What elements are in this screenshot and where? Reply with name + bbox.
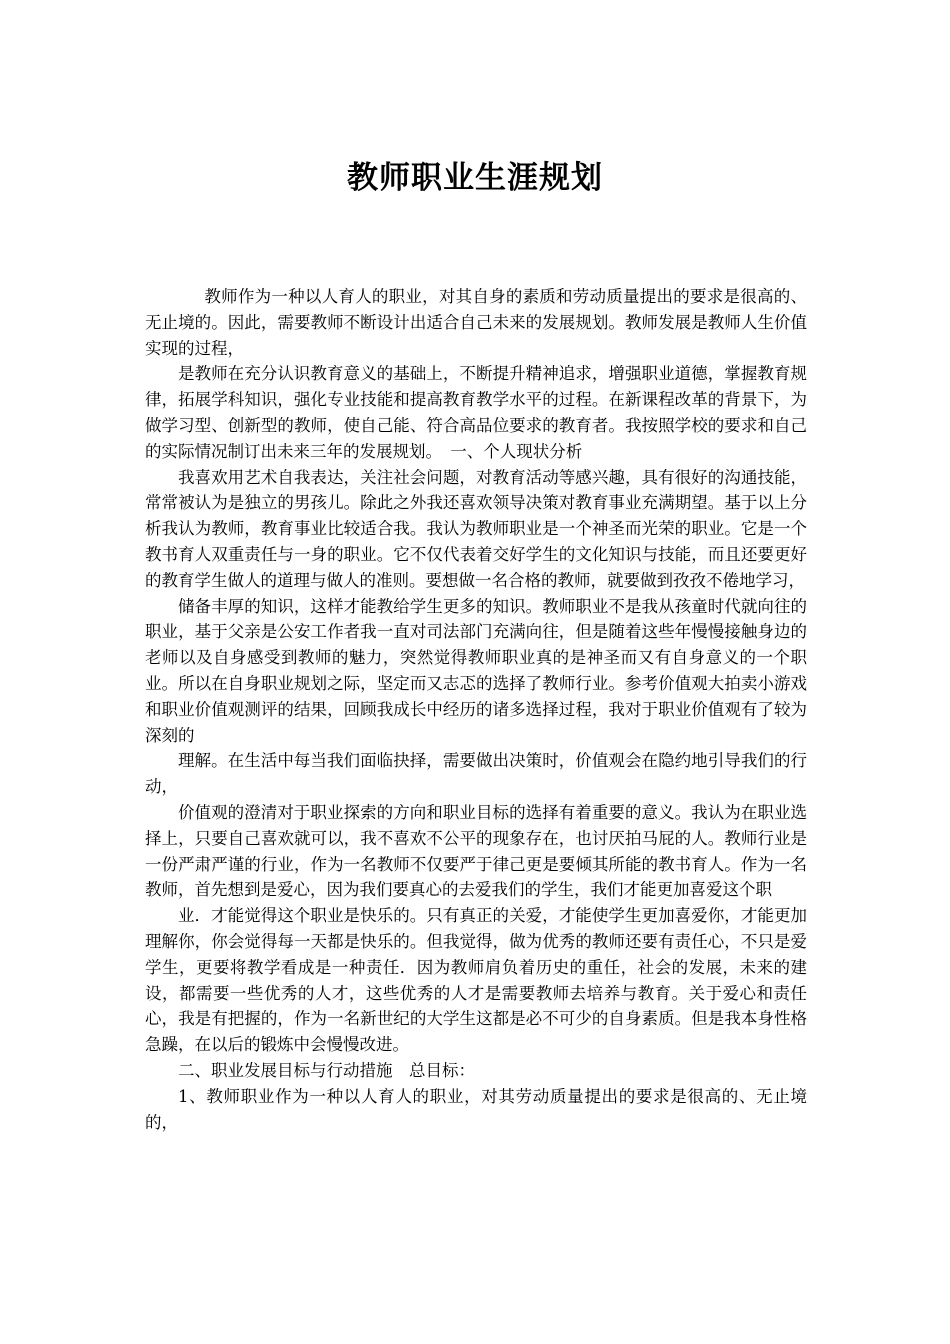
paragraph-intro: 教师作为一种以人育人的职业，对其自身的素质和劳动质量提出的要求是很高的、无止境的。因此，需要教师不断设计出适合自己未来的发展规划。教师发展是教师人生价值实现的过程，: [145, 287, 807, 358]
paragraph-development: 是教师在充分认识教育意义的基础上，不断提升精神追求，增强职业道德，掌握教育规律，拓展学科知识，强化专业技能和提高教育教学水平的过程。在新课程改革的背景下，为做学习型、创新型的教师，使自己能、符合高品位要求的教育者。我按照学校的要求和自己的实际情况制订出未来三年的发展规划。 一、个人现状分析: [145, 364, 807, 461]
paragraph-responsibility: 业．才能觉得这个职业是快乐的。只有真正的关爱，才能使学生更加喜爱你，才能更加理解你，你会觉得每一天都是快乐的。但我觉得，做为优秀的教师还要有责任心，不只是爱学生，更要将教学看成是一种责任．因为教师肩负着历史的重任，社会的发展，未来的建设，都需要一些优秀的人才，这些优秀的人才是需要教师去培养与教育。关于爱心和责任心，我是有把握的，作为一名新世纪的大学生这都是必不可少的自身素质。但是我本身性格急躁，在以后的锻炼中会慢慢改进。: [145, 906, 807, 1055]
paragraph-goal-1: 1、教师职业作为一种以人育人的职业，对其劳动质量提出的要求是很高的、无止境的，: [145, 1086, 807, 1132]
document-title: 教师职业生涯规划: [347, 160, 603, 196]
paragraph-values: 价值观的澄清对于职业探索的方向和职业目标的选择有着重要的意义。我认为在职业选择上，只要自己喜欢就可以，我不喜欢不公平的现象存在，也讨厌拍马屁的人。教师行业是一份严肃严谨的行业，作为一名教师不仅要严于律己更是要倾其所能的教书育人。作为一名教师，首先想到是爱心，因为我们要真心的去爱我们的学生，我们才能更加喜爱这个职: [145, 802, 807, 900]
section-heading-goals: 二、职业发展目标与行动措施 总目标：: [178, 1060, 475, 1080]
paragraph-understanding: 理解。在生活中每当我们面临抉择，需要做出决策时，价值观会在隐约地引导我们的行动，: [145, 751, 807, 797]
document-body: [145, 284, 807, 1135]
paragraph-knowledge: 储备丰厚的知识，这样才能教给学生更多的知识。教师职业不是我从孩童时代就向往的职业，基于父亲是公安工作者我一直对司法部门充满向往，但是随着这些年慢慢接触身边的老师以及自身感受到教师的魅力，突然觉得教师职业真的是神圣而又有自身意义的一个职业。所以在自身职业规划之际，坚定而又志忑的选择了教师行业。参考价值观大拍卖小游戏和职业价值观测评的结果，回顾我成长中经历的诸多选择过程，我对于职业价值观有了较为深刻的: [145, 596, 807, 745]
paragraph-self-analysis: 我喜欢用艺术自我表达，关注社会问题，对教育活动等感兴趣，具有很好的沟通技能，常常被认为是独立的男孩儿。除此之外我还喜欢领导决策对教育事业充满期望。基于以上分析我认为教师，教育事业比较适合我。我认为教师职业是一个神圣而光荣的职业。它是一个教书育人双重责任与一身的职业。它不仅代表着交好学生的文化知识与技能，而且还要更好的教育学生做人的道理与做人的准则。要想做一名合格的教师，就要做到孜孜不倦地学习，: [145, 467, 807, 590]
